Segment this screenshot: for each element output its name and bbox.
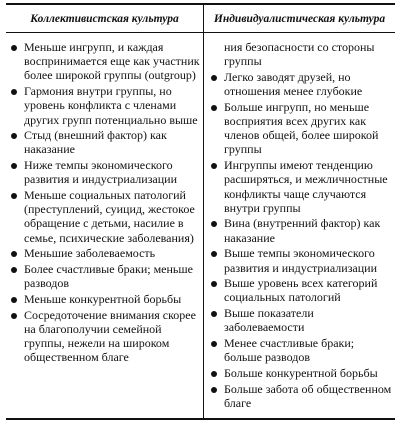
individualist-list-item-text: Выше показатели заболеваемости	[224, 306, 314, 335]
collectivist-list-item-text: Меньшие заболеваемость	[24, 246, 156, 261]
bullet-icon	[211, 251, 217, 257]
individualist-list-item-text: Менее счастливые браки; больше разводов	[224, 336, 355, 365]
individualist-list-item	[210, 306, 394, 334]
bullet-icon	[11, 251, 17, 257]
collectivist-column	[10, 40, 200, 366]
individualist-list-item-text: Легко заводят друзей, но отношения менее глубокие	[224, 69, 363, 99]
collectivist-list-item-text: Стыд (внешний фактор) как наказание	[24, 128, 167, 157]
collectivist-list-item	[10, 128, 200, 156]
individualist-list-item	[210, 382, 394, 410]
bullet-icon	[211, 371, 217, 377]
bullet-icon	[211, 163, 217, 169]
bullet-icon	[211, 387, 217, 393]
individualist-list-item	[210, 216, 394, 244]
table-top-rule	[6, 3, 395, 5]
individualist-list-item-text: Вина (внутренний фактор) как наказание	[224, 216, 381, 245]
collectivist-list-item	[10, 262, 200, 290]
collectivist-list-item-text: Сосредоточение внимания скорее на благополучии семейной группы, нежели на широком общественном благе	[24, 307, 196, 365]
bullet-icon	[211, 341, 217, 347]
individualist-list-item	[210, 70, 394, 98]
collectivist-list-item-text: Меньше конкурентной борьбы	[24, 291, 182, 306]
collectivist-list-item-text: Меньше ингрупп, и каждая воспринимается еще как участник более широкой группы (outgroup)	[24, 40, 200, 83]
individualist-list-item	[210, 40, 394, 68]
bullet-icon	[211, 105, 217, 111]
collectivist-list-item	[10, 84, 200, 127]
individualist-list-item-text: Больше конкурентной борьбы	[224, 365, 378, 380]
individualist-list-item-text: ния безопасности со стороны группы	[224, 40, 375, 69]
bullet-icon	[211, 281, 217, 287]
collectivist-list-item	[10, 188, 200, 245]
table-header-rule	[6, 32, 395, 33]
collectivist-list-item	[10, 40, 200, 83]
column-header-collectivist: Коллективистская культура	[30, 13, 179, 25]
bullet-icon	[11, 313, 17, 319]
individualist-list-item	[210, 366, 394, 380]
collectivist-list-item	[10, 158, 200, 186]
bullet-icon	[11, 45, 17, 51]
bullet-icon	[11, 163, 17, 169]
table-bottom-rule	[6, 418, 395, 420]
collectivist-list-item	[10, 292, 200, 306]
bullet-icon	[11, 297, 17, 303]
collectivist-list-item-text: Более счастливые браки; меньше разводов	[24, 262, 193, 291]
individualist-list-item-text: Выше темпы экономического развития и индустриализации	[224, 246, 378, 275]
collectivist-list-item-text: Ниже темпы экономического развития и индустриализации	[24, 158, 178, 187]
table-column-divider	[203, 3, 204, 420]
collectivist-list-item-text: Гармония внутри группы, но уровень конфликта с членами других групп потенциально выше	[24, 84, 198, 127]
bullet-icon	[11, 89, 17, 95]
individualist-list-item-text: Больше забота об общественном благе	[224, 381, 392, 410]
bullet-icon	[211, 311, 217, 317]
column-header-individualist: Индивидуалистическая культура	[213, 13, 386, 25]
bullet-icon	[11, 267, 17, 273]
individualist-list-item	[210, 276, 394, 304]
bullet-icon	[11, 133, 17, 139]
bullet-icon	[211, 221, 217, 227]
individualist-column	[210, 40, 394, 412]
bullet-icon	[211, 75, 217, 81]
individualist-list-item-text: Выше уровень всех категорий социальных патологий	[224, 276, 378, 305]
collectivist-list-item	[10, 246, 200, 260]
collectivist-list-item	[10, 308, 200, 365]
bullet-icon	[11, 193, 17, 199]
individualist-list-item	[210, 336, 394, 364]
individualist-list-item	[210, 246, 394, 274]
individualist-list-item-text: Больше ингрупп, но меньше восприятия всех других как членов общей, более широкой группы	[224, 99, 379, 157]
collectivist-list-item-text: Меньше социальных патологий (преступлений, суицид, жестокое обращение с детьми, насилие в семье, психические заболевания)	[24, 188, 195, 245]
individualist-list-item	[210, 100, 394, 157]
individualist-list-item	[210, 158, 394, 215]
individualist-list-item-text: Ингруппы имеют тенденцию расширяться, и межличностные конфликты чаще случаются внутри группы	[224, 158, 388, 215]
